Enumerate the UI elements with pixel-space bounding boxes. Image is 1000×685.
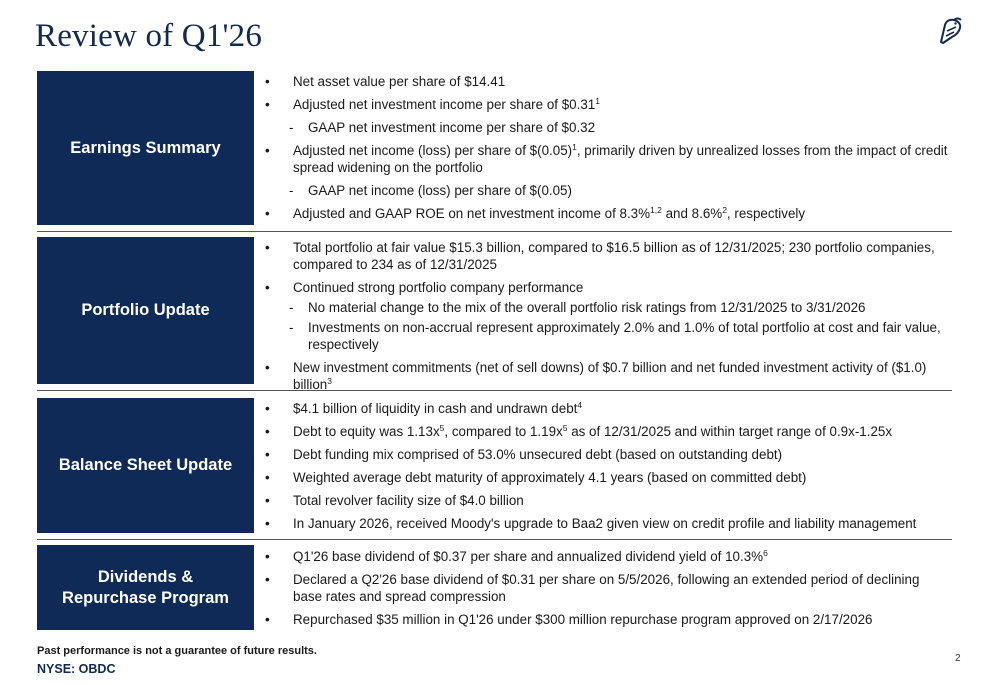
section-label: Portfolio Update — [37, 237, 254, 384]
section-content — [263, 239, 952, 399]
footnote-ref: 5 — [562, 423, 568, 433]
bullet-text: In January 2026, received Moody's upgrade to Baa2 given view on credit profile and liability management — [293, 516, 917, 531]
bullet-item — [263, 548, 952, 565]
section-label: Balance Sheet Update — [37, 398, 254, 533]
bullet-marker: • — [265, 280, 270, 295]
bullet-marker: • — [265, 240, 270, 255]
bullet-text: Investments on non-accrual represent approximately 2.0% and 1.0% of total portfolio at cost and fair value, respectively — [308, 320, 941, 352]
section-label: Dividends & Repurchase Program — [37, 545, 254, 630]
bullet-marker: • — [265, 143, 270, 158]
bullet-text: Total portfolio at fair value $15.3 billion, compared to $16.5 billion as of 12/31/2025; 230 portfolio companies, compared to 234 as of 12/31/2025 — [293, 240, 935, 272]
bullet-item — [263, 142, 952, 176]
page-number: 2 — [955, 653, 961, 664]
bullet-item — [263, 239, 952, 273]
footnote-ref: 6 — [763, 548, 768, 558]
section-label: Earnings Summary — [37, 71, 254, 225]
bullet-marker: • — [265, 360, 270, 375]
bullet-item — [263, 469, 952, 486]
ticker-symbol: NYSE: OBDC — [37, 662, 116, 676]
section-divider — [37, 231, 952, 232]
bullet-text: Adjusted and GAAP ROE on net investment income of 8.3% — [293, 206, 651, 221]
section-content — [263, 400, 952, 538]
bullet-text: Debt funding mix comprised of 53.0% unsecured debt (based on outstanding debt) — [293, 447, 783, 462]
footnote-ref: 5 — [439, 423, 445, 433]
bullet-text: , compared to 1.19x — [444, 424, 563, 439]
section-content — [263, 548, 952, 634]
dash-marker: - — [289, 183, 294, 198]
sub-bullet-item — [263, 119, 952, 136]
bullet-item — [263, 205, 952, 222]
dash-marker: - — [289, 300, 294, 315]
performance-disclaimer: Past performance is not a guarantee of future results. — [37, 645, 317, 657]
bullet-text: Declared a Q2'26 base dividend of $0.31 per share on 5/5/2026, following an extended period of declining base rates and spread compression — [293, 572, 920, 604]
bullet-text: Weighted average debt maturity of approximately 4.1 years (based on committed debt) — [293, 470, 807, 485]
footnote-ref: 1 — [595, 96, 600, 106]
bullet-marker: • — [265, 447, 270, 462]
bullet-text: Adjusted net investment income per share of $0.31 — [293, 97, 596, 112]
bullet-item — [263, 446, 952, 463]
bullet-text: Adjusted net income (loss) per share of $(0.05) — [293, 143, 573, 158]
bird-logo-icon — [934, 15, 966, 47]
bullet-marker: • — [265, 516, 270, 531]
bullet-marker: • — [265, 97, 270, 112]
bullet-item — [263, 359, 952, 393]
footnote-ref: 3 — [327, 376, 332, 386]
bullet-text: Continued strong portfolio company performance — [293, 280, 584, 295]
section-divider — [37, 390, 952, 391]
bullet-text: Net asset value per share of $14.41 — [293, 74, 506, 89]
dash-marker: - — [289, 320, 294, 335]
page-title: Review of Q1'26 — [35, 18, 263, 54]
bullet-marker: • — [265, 612, 270, 627]
bullet-text: Repurchased $35 million in Q1'26 under $300 million repurchase program approved on 2/17/2026 — [293, 612, 873, 627]
bullet-item — [263, 423, 952, 440]
bullet-text: Q1'26 base dividend of $0.37 per share and annualized dividend yield of 10.3% — [293, 549, 764, 564]
bullet-item — [263, 279, 952, 296]
sub-bullet-item — [263, 299, 952, 316]
bullet-item — [263, 571, 952, 605]
bullet-item — [263, 515, 952, 532]
bullet-item — [263, 96, 952, 113]
balance-sheet-update-section — [37, 398, 952, 533]
bullet-text: No material change to the mix of the overall portfolio risk ratings from 12/31/2025 to 3/31/2026 — [308, 300, 866, 315]
bullet-text: GAAP net income (loss) per share of $(0.05) — [308, 183, 572, 198]
bullet-item — [263, 400, 952, 417]
dividends-repurchase-section — [37, 545, 952, 630]
bullet-text: GAAP net investment income per share of $0.32 — [308, 120, 596, 135]
portfolio-update-section — [37, 237, 952, 392]
bullet-text: and 8.6% — [661, 206, 723, 221]
bullet-marker: • — [265, 401, 270, 416]
sub-bullet-item — [263, 182, 952, 199]
earnings-summary-section — [37, 71, 952, 225]
bullet-marker: • — [265, 74, 270, 89]
bullet-text: Total revolver facility size of $4.0 billion — [293, 493, 524, 508]
bullet-marker: • — [265, 549, 270, 564]
bullet-item — [263, 492, 952, 509]
bullet-text: , respectively — [726, 206, 806, 221]
bullet-item — [263, 611, 952, 628]
bullet-text: Debt to equity was 1.13x — [293, 424, 440, 439]
section-divider — [37, 539, 952, 540]
bullet-item — [263, 73, 952, 90]
bullet-text: New investment commitments (net of sell downs) of $0.7 billion and net funded investment activity of ($1.0) billion — [293, 360, 927, 392]
bullet-marker: • — [265, 493, 270, 508]
bullet-marker: • — [265, 424, 270, 439]
bullet-text: $4.1 billion of liquidity in cash and undrawn debt — [293, 401, 578, 416]
section-content — [263, 73, 952, 228]
bullet-text: as of 12/31/2025 and within target range of 0.9x-1.25x — [567, 424, 893, 439]
bullet-text: , primarily driven by unrealized losses from the impact of credit spread widening on the portfolio — [293, 143, 948, 175]
sub-bullet-item — [263, 319, 952, 353]
bullet-marker: • — [265, 206, 270, 221]
footnote-ref: 2 — [722, 205, 727, 215]
footnote-ref: 1 — [572, 142, 577, 152]
dash-marker: - — [289, 120, 294, 135]
bullet-marker: • — [265, 470, 270, 485]
bullet-marker: • — [265, 572, 270, 587]
footnote-ref: 1,2 — [650, 205, 662, 215]
footnote-ref: 4 — [577, 400, 583, 410]
